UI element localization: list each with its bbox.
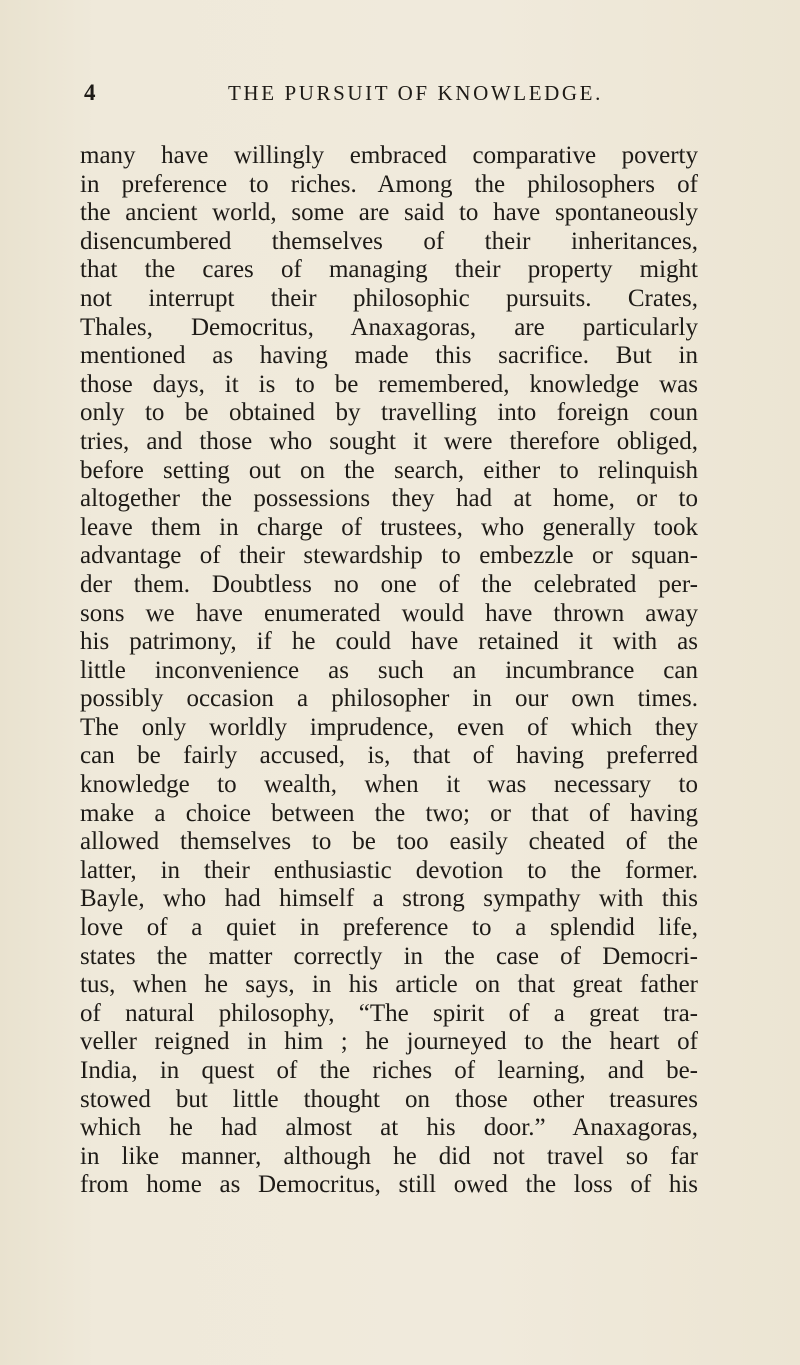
text-line: states the matter correctly in the case of Democri- — [80, 942, 698, 970]
text-line: of natural philosophy, “The spirit of a great tra- — [80, 999, 698, 1027]
text-line: India, in quest of the riches of learning, and be- — [80, 1057, 698, 1084]
text-line: Thales, Democritus, Anaxagoras, are particularly — [80, 313, 698, 341]
text-line: which he had almost at his door.” Anaxagoras, — [80, 1114, 698, 1142]
text-line: Bayle, who had himself a strong sympathy with this — [80, 885, 698, 913]
text-line: from home as Democritus, still owed the loss of his — [80, 1171, 698, 1199]
text-line: advantage of their stewardship to embezzle or squan- — [80, 542, 698, 570]
text-line: those days, it is to be remembered, knowledge was — [80, 370, 698, 398]
text-line: before setting out on the search, either to relinquish — [80, 456, 698, 484]
text-line: can be fairly accused, is, that of having preferred — [80, 742, 698, 770]
running-head: THE PURSUIT OF KNOWLEDGE. — [228, 81, 603, 105]
text-line: stowed but little thought on those other treasures — [80, 1085, 698, 1113]
text-line: in preference to riches. Among the philosophers of — [80, 170, 698, 198]
text-line: knowledge to wealth, when it was necessary to — [80, 771, 698, 799]
text-line: veller reigned in him ; he journeyed to the heart of — [80, 1028, 698, 1056]
page-number: 4 — [84, 80, 96, 105]
text-line: leave them in charge of trustees, who generally took — [80, 513, 698, 541]
text-line: possibly occasion a philosopher in our own times. — [80, 685, 698, 713]
text-line: that the cares of managing their property might — [80, 256, 698, 284]
text-line: not interrupt their philosophic pursuits. Crates, — [80, 284, 698, 312]
text-line: disencumbered themselves of their inheritances, — [80, 227, 698, 255]
text-line: in like manner, although he did not travel so far — [80, 1142, 698, 1170]
text-line: latter, in their enthusiastic devotion to the former. — [80, 856, 698, 884]
text-line: many have willingly embraced comparative poverty — [80, 142, 698, 169]
text-line: altogether the possessions they had at home, or to — [80, 485, 698, 513]
text-line: allowed themselves to be too easily cheated of the — [80, 828, 698, 856]
text-line: The only worldly imprudence, even of which they — [80, 713, 698, 741]
text-line: sons we have enumerated would have thrown away — [80, 599, 698, 627]
text-line: make a choice between the two; or that of having — [80, 799, 698, 827]
text-line: his patrimony, if he could have retained it with as — [80, 628, 698, 656]
text-line: love of a quiet in preference to a splendid life, — [80, 914, 698, 942]
text-line: little inconvenience as such an incumbrance can — [80, 656, 698, 684]
text-line: der them. Doubtless no one of the celebrated per- — [80, 570, 698, 598]
text-line: tus, when he says, in his article on that great father — [80, 971, 698, 999]
text-line: tries, and those who sought it were therefore obliged, — [80, 427, 698, 455]
body-text — [80, 142, 698, 1200]
text-line: only to be obtained by travelling into foreign coun — [80, 399, 698, 427]
page-header — [84, 78, 704, 108]
text-line: the ancient world, some are said to have spontaneously — [80, 199, 698, 227]
text-line: mentioned as having made this sacrifice. But in — [80, 342, 698, 370]
